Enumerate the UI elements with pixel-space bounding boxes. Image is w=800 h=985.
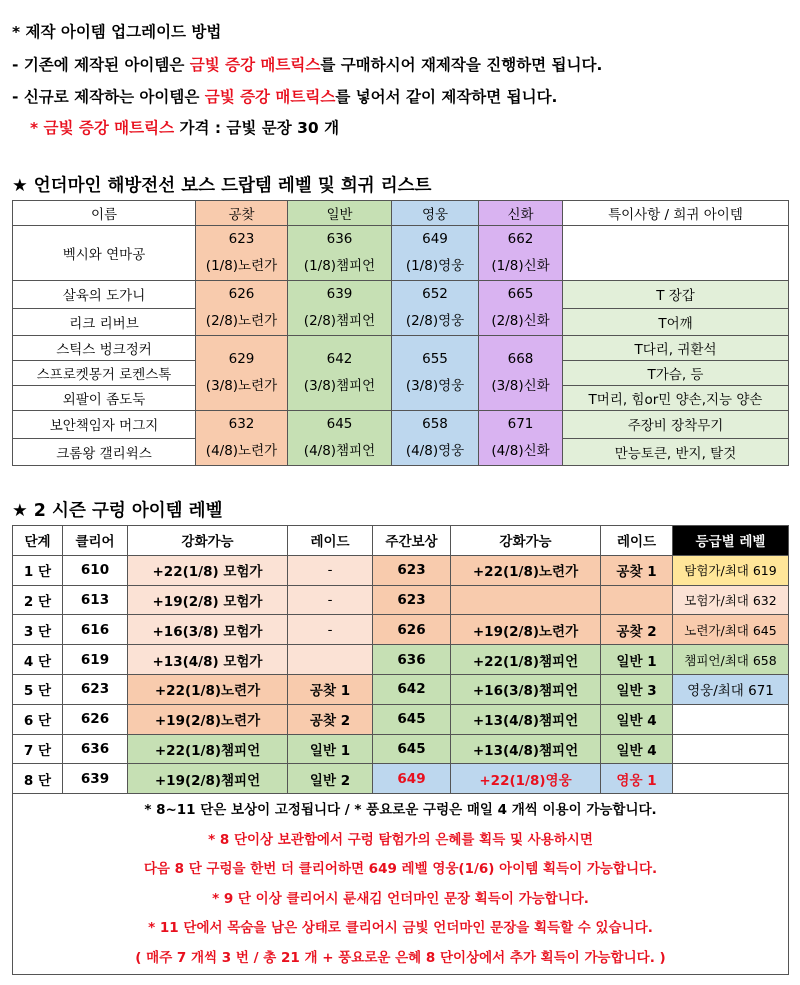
- note-cell: T머리, 힘or민 양손,지능 양손: [563, 386, 789, 411]
- header-grade: 등급별 레벨: [673, 526, 789, 556]
- upgrade2: +16(3/8)챔피언: [451, 674, 601, 704]
- upgrade1: +22(1/8)노련가: [128, 674, 288, 704]
- track: (4/8)노련가: [205, 443, 278, 459]
- weekly: 649: [373, 764, 451, 794]
- header-raid1: 레이드: [288, 526, 373, 556]
- upgrade2: +19(2/8)노련가: [451, 615, 601, 645]
- upgrade2: +22(1/8)챔피언: [451, 645, 601, 675]
- grade: 탐험가/최대 619: [673, 555, 789, 585]
- heroic-cell: [392, 336, 479, 411]
- clear: 610: [63, 555, 128, 585]
- table-header-row: [13, 526, 789, 556]
- upgrade2: +13(4/8)챔피언: [451, 704, 601, 734]
- tier: 1 단: [13, 555, 63, 585]
- boss-name: 살육의 도가니: [13, 281, 196, 309]
- note-cell: T가슴, 등: [563, 361, 789, 386]
- note-cell: 주장비 장착무기: [563, 411, 789, 439]
- boss-drop-table: [12, 200, 789, 466]
- grade: 영웅/최대 671: [673, 674, 789, 704]
- weekly: 626: [373, 615, 451, 645]
- intro-line-3-c: 를 넣어서 같이 제작하면 됩니다.: [335, 88, 558, 106]
- upgrade1: +19(2/8)노련가: [128, 704, 288, 734]
- clear: 639: [63, 764, 128, 794]
- track: (1/8)노련가: [205, 258, 278, 274]
- note-cell: T 장갑: [563, 281, 789, 309]
- note-cell: [563, 226, 789, 281]
- upgrade2: +22(1/8)노련가: [451, 555, 601, 585]
- upgrade1: +22(1/8) 모험가: [128, 555, 288, 585]
- intro-line-2-c: 를 구매하시어 재제작을 진행하면 됩니다.: [320, 56, 603, 74]
- table-row: [13, 704, 789, 734]
- grade: [673, 764, 789, 794]
- ilvl: 649: [422, 231, 448, 247]
- clear: 616: [63, 615, 128, 645]
- weekly: 623: [373, 585, 451, 615]
- intro-line-2: [12, 53, 602, 75]
- table-row: [13, 336, 789, 361]
- track: (2/8)신화: [491, 313, 550, 329]
- intro-line-4: [30, 116, 339, 138]
- track: (3/8)챔피언: [303, 378, 376, 394]
- tier: 8 단: [13, 764, 63, 794]
- raid1: 공찾 1: [288, 674, 373, 704]
- intro-line-1: * 제작 아이템 업그레이드 방법: [12, 23, 222, 41]
- track: (2/8)영웅: [405, 313, 465, 329]
- ilvl: 645: [326, 416, 353, 432]
- ilvl: 662: [507, 231, 534, 247]
- track: (3/8)신화: [491, 378, 550, 394]
- upgrade1: +16(3/8) 모험가: [128, 615, 288, 645]
- section2-title: ★ 2 시즌 구렁 아이템 레벨: [12, 501, 223, 521]
- upgrade1: +22(1/8)챔피언: [128, 734, 288, 764]
- boss-name: 스프로켓몽거 로켄스톡: [13, 361, 196, 386]
- ilvl: 636: [326, 231, 353, 247]
- raid2: 공찾 1: [601, 555, 673, 585]
- ilvl: 665: [507, 286, 534, 302]
- boss-name: 벡시와 연마공: [13, 226, 196, 281]
- upgrade1: +13(4/8) 모험가: [128, 645, 288, 675]
- header-upgrade2: 강화가능: [451, 526, 601, 556]
- clear: 636: [63, 734, 128, 764]
- upgrade1: +19(2/8)챔피언: [128, 764, 288, 794]
- raid2: 공찾 2: [601, 615, 673, 645]
- note-line: * 8~11 단은 보상이 고정됩니다 / * 풍요로운 구렁은 매일 4 개씩 이용이 가능합니다.: [144, 802, 657, 819]
- track: (4/8)챔피언: [303, 443, 376, 459]
- table-row: [13, 764, 789, 794]
- normal-cell: [288, 226, 392, 281]
- clear: 613: [63, 585, 128, 615]
- note-line: 다음 8 단 구렁을 한번 더 클리어하면 649 레벨 영웅(1/6) 아이템 획득이 가능합니다.: [143, 861, 658, 878]
- lfr-cell: [196, 336, 288, 411]
- heroic-cell: [392, 411, 479, 466]
- section1-title: ★ 언더마인 해방전선 보스 드랍템 레벨 및 희귀 리스트: [12, 176, 432, 196]
- lfr-cell: [196, 411, 288, 466]
- weekly: 645: [373, 734, 451, 764]
- weekly: 645: [373, 704, 451, 734]
- track: (3/8)노련가: [205, 378, 278, 394]
- raid1: 공찾 2: [288, 704, 373, 734]
- lfr-cell: [196, 281, 288, 336]
- note-line: * 9 단 이상 클리어시 룬새김 언더마인 문장 획득이 가능합니다.: [212, 890, 589, 907]
- note-line: * 8 단이상 보관함에서 구렁 탐험가의 은혜를 획득 및 사용하시면: [208, 831, 593, 848]
- track: (1/8)영웅: [405, 258, 465, 274]
- header-normal: 일반: [288, 201, 392, 226]
- header-lfr: 공찾: [196, 201, 288, 226]
- header-clear: 클리어: [63, 526, 128, 556]
- table-row: [13, 645, 789, 675]
- tier: 6 단: [13, 704, 63, 734]
- intro-line-4-b: 가격 : 금빛 문장 30 개: [174, 119, 340, 137]
- raid1: -: [288, 555, 373, 585]
- heroic-cell: [392, 281, 479, 336]
- raid2: [601, 585, 673, 615]
- ilvl: 655: [422, 351, 448, 367]
- raid1: 일반 2: [288, 764, 373, 794]
- clear: 626: [63, 704, 128, 734]
- table-row: [13, 674, 789, 704]
- grade: 모험가/최대 632: [673, 585, 789, 615]
- raid1: 일반 1: [288, 734, 373, 764]
- intro-line-3-a: - 신규로 제작하는 아이템은: [12, 88, 205, 106]
- header-name: 이름: [13, 201, 196, 226]
- grade: 챔피언/최대 658: [673, 645, 789, 675]
- raid1: -: [288, 585, 373, 615]
- mythic-cell: [479, 411, 563, 466]
- ilvl: 671: [507, 416, 534, 432]
- header-mythic: 신화: [479, 201, 563, 226]
- header-upgrade1: 강화가능: [128, 526, 288, 556]
- table-row: [13, 615, 789, 645]
- note-line: * 11 단에서 목숨을 남은 상태로 클리어시 금빛 언더마인 문장을 획득할 수 있습니다.: [148, 920, 653, 937]
- weekly: 642: [373, 674, 451, 704]
- intro-line-3-b: 금빛 증강 매트릭스: [204, 88, 336, 106]
- normal-cell: [288, 281, 392, 336]
- track: (3/8)영웅: [405, 378, 465, 394]
- header-weekly: 주간보상: [373, 526, 451, 556]
- grade: 노련가/최대 645: [673, 615, 789, 645]
- intro-line-2-b: 금빛 증강 매트릭스: [189, 56, 321, 74]
- track: (4/8)영웅: [405, 443, 465, 459]
- ilvl: 642: [326, 351, 353, 367]
- intro-line-3: [12, 85, 557, 107]
- upgrade2: +22(1/8)영웅: [451, 764, 601, 794]
- ilvl: 632: [228, 416, 255, 432]
- heroic-cell: [392, 226, 479, 281]
- lfr-cell: [196, 226, 288, 281]
- notes-row: [13, 794, 789, 975]
- mythic-cell: [479, 336, 563, 411]
- weekly: 623: [373, 555, 451, 585]
- ilvl: 626: [228, 286, 255, 302]
- boss-name: 스틱스 벙크정커: [13, 336, 196, 361]
- track: (2/8)노련가: [205, 313, 278, 329]
- note-line: ( 매주 7 개씩 3 번 / 총 21 개 + 풍요로운 은혜 8 단이상에서 추가 획득이 가능합니다. ): [135, 949, 666, 966]
- track: (4/8)신화: [491, 443, 550, 459]
- track: (2/8)챔피언: [303, 313, 376, 329]
- raid2: 일반 1: [601, 645, 673, 675]
- header-heroic: 영웅: [392, 201, 479, 226]
- tier: 2 단: [13, 585, 63, 615]
- tier: 7 단: [13, 734, 63, 764]
- grade: [673, 734, 789, 764]
- note-cell: 만능토큰, 반지, 탈것: [563, 438, 789, 466]
- tier: 5 단: [13, 674, 63, 704]
- table-row: [13, 226, 789, 281]
- tier: 3 단: [13, 615, 63, 645]
- header-tier: 단계: [13, 526, 63, 556]
- ilvl: 668: [507, 351, 534, 367]
- delve-table: [12, 525, 789, 975]
- table-row: [13, 585, 789, 615]
- normal-cell: [288, 411, 392, 466]
- note-cell: T어깨: [563, 308, 789, 336]
- boss-name: 크롬왕 갤리윅스: [13, 438, 196, 466]
- notes-cell: [13, 794, 789, 975]
- raid2: 일반 4: [601, 704, 673, 734]
- header-raid2: 레이드: [601, 526, 673, 556]
- upgrade2: +13(4/8)챔피언: [451, 734, 601, 764]
- clear: 619: [63, 645, 128, 675]
- table-header-row: [13, 201, 789, 226]
- table-row: [13, 281, 789, 309]
- header-notes: 특이사항 / 희귀 아이템: [563, 201, 789, 226]
- raid2: 일반 3: [601, 674, 673, 704]
- normal-cell: [288, 336, 392, 411]
- table-row: [13, 555, 789, 585]
- intro-line-2-a: - 기존에 제작된 아이템은: [12, 56, 190, 74]
- upgrade1: +19(2/8) 모험가: [128, 585, 288, 615]
- boss-name: 보안책임자 머그지: [13, 411, 196, 439]
- ilvl: 639: [326, 286, 353, 302]
- weekly: 636: [373, 645, 451, 675]
- mythic-cell: [479, 281, 563, 336]
- note-cell: T다리, 귀환석: [563, 336, 789, 361]
- ilvl: 629: [228, 351, 255, 367]
- clear: 623: [63, 674, 128, 704]
- table-row: [13, 411, 789, 439]
- raid1: [288, 645, 373, 675]
- table-row: [13, 734, 789, 764]
- raid2: 일반 4: [601, 734, 673, 764]
- boss-name: 외팔이 좀도둑: [13, 386, 196, 411]
- track: (1/8)챔피언: [303, 258, 376, 274]
- raid2: 영웅 1: [601, 764, 673, 794]
- tier: 4 단: [13, 645, 63, 675]
- ilvl: 652: [422, 286, 448, 302]
- boss-name: 리크 리버브: [13, 308, 196, 336]
- ilvl: 623: [228, 231, 255, 247]
- grade: [673, 704, 789, 734]
- track: (1/8)신화: [491, 258, 550, 274]
- mythic-cell: [479, 226, 563, 281]
- ilvl: 658: [422, 416, 448, 432]
- raid1: -: [288, 615, 373, 645]
- intro-line-4-a: * 금빛 증강 매트릭스: [30, 119, 175, 137]
- upgrade2: [451, 585, 601, 615]
